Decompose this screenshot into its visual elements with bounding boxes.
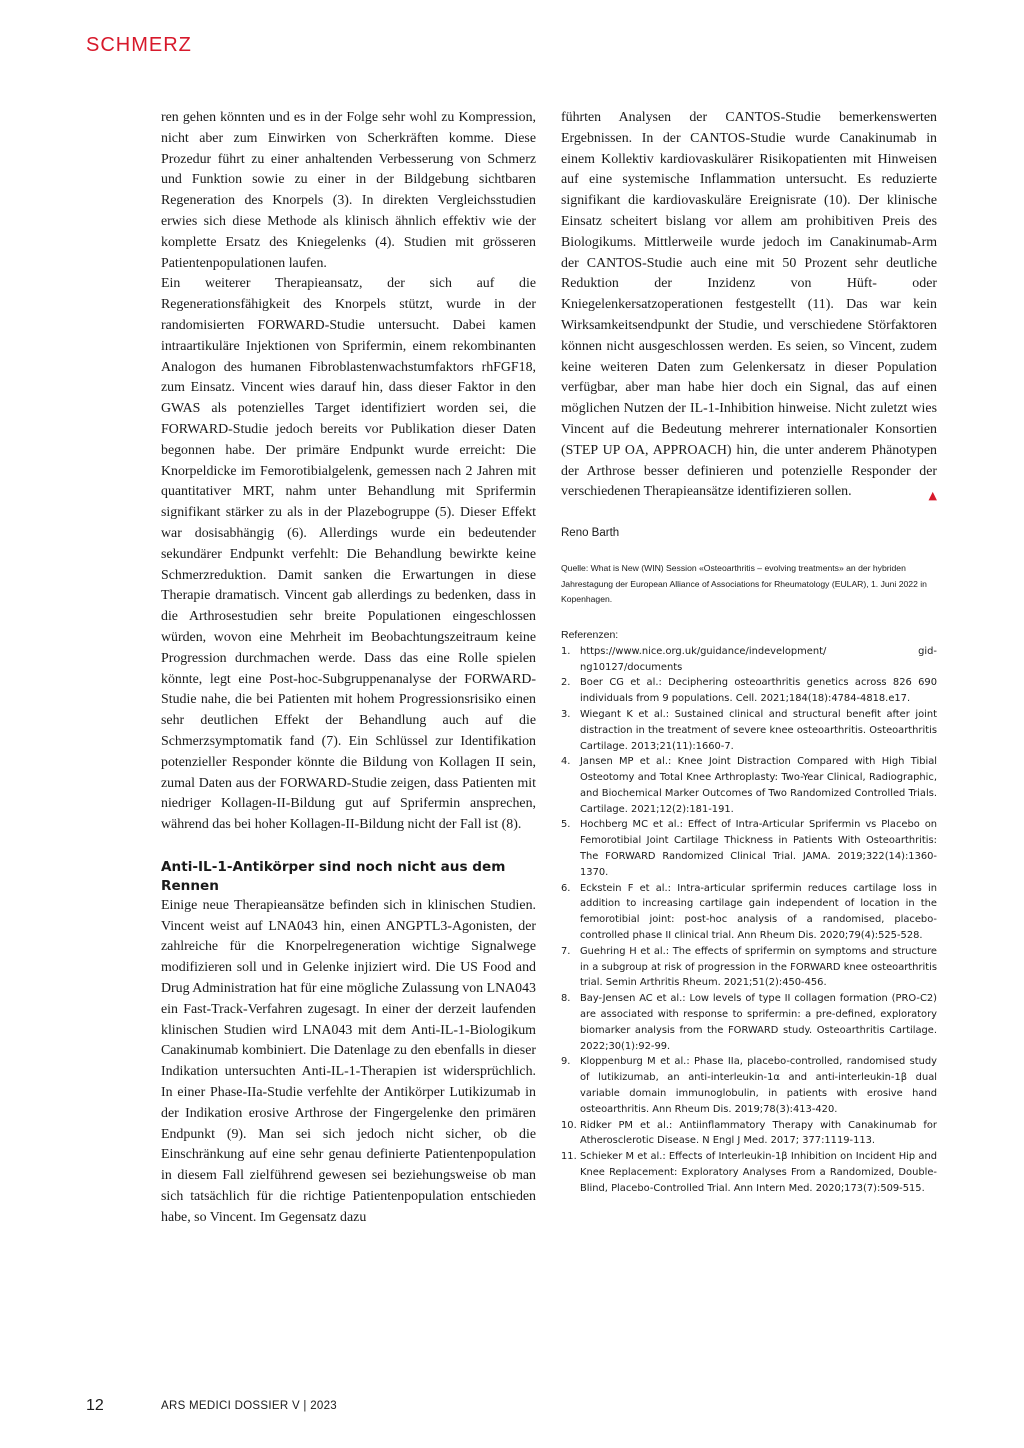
reference-item xyxy=(561,991,937,1054)
reference-number: 4. xyxy=(561,756,571,768)
reference-text: Ridker PM et al.: Antiinflammatory Therapy with Canakinumab for Atherosclerotic Disease. N Engl J Med. 2017; 377:1119-113. xyxy=(580,1119,937,1147)
references-list xyxy=(561,644,937,1197)
reference-text: Hochberg MC et al.: Effect of Intra-Articular Sprifermin vs Placebo on Femorotibial Joint Cartilage Thickness in Patients With Osteoarthritis: The FORWARD Randomized Clinical Trial. JAMA. 2019;322(14):1360-1370. xyxy=(580,819,937,878)
body-text: führten Analysen der CANTOS-Studie bemerkenswerten Ergebnissen. In der CANTOS-Studie wurde Canakinumab in einem Kollektiv kardiovaskulärer Risikopatienten mit Hinweisen auf eine systemische Inflammation untersucht. Es reduzierte signifikant die kardiovaskuläre Ereignisrate (10). Der klinische Einsatz scheitert bislang vor allem am prohibitiven Preis des Biologikums. Mittlerweile wurde jedoch im Canakinumab-Arm der CANTOS-Studie auch eine mit 50 Prozent sehr deutliche Reduktion der Inzidenz von Hüft- oder Kniegelenkersatzoperationen festgestellt (11). Das war kein Wirksamkeitsendpunkt der Studie, und verschiedene Störfaktoren können nicht ausgeschlossen werden. Es seien, so Vincent, zudem keine weiteren Daten zum Gelenkersatz in dieser Population verfügbar, aber man habe hier doch ein Signal, das auf einen möglichen Nutzen der IL-1-Inhibition hinweise. Nicht zuletzt wies Vincent auf die Bedeutung mehrerer internationaler Konsortien (STEP UP OA, APPROACH) hin, die unter anderem Phänotypen der Arthrose besser definieren und potenzielle Responder der verschiedenen Therapieansätze identifizieren sollen. xyxy=(561,110,937,500)
reference-text: Kloppenburg M et al.: Phase IIa, placebo-controlled, randomised study of lutikizumab, an anti-interleukin-1α and anti-interleukin-1β dual variable domain immunoglobulin, in patients with erosive hand osteoarthritis. Ann Rheum Dis. 2019;78(3):413-420. xyxy=(580,1056,937,1115)
left-column xyxy=(161,108,536,1229)
reference-text: Wiegant K et al.: Sustained clinical and structural benefit after joint distraction in the treatment of severe knee osteoarthritis. Osteoarthritis Cartilage. 2013;21(11):1660-7. xyxy=(580,708,937,752)
body-paragraph: ren gehen könnten und es in der Folge sehr wohl zu Kompression, nicht aber zum Einwirken von Scherkräften komme. Diese Prozedur führt zu einer anhaltenden Verbesserung von Schmerz und Funktion sowie zu einer in der Bildgebung sichtbaren Regeneration des Knorpels (3). In direkten Vergleichsstudien erwies sich diese Methode als klinisch ähnlich effektiv wie der komplette Ersatz des Kniegelenks (4). Studien mit grösseren Patientenpopulationen laufen. xyxy=(161,110,536,271)
reference-number: 7. xyxy=(561,945,571,957)
reference-number: 9. xyxy=(561,1056,571,1068)
reference-item xyxy=(561,944,937,991)
journal-name: ARS MEDICI DOSSIER V | 2023 xyxy=(161,1400,337,1412)
reference-item xyxy=(561,1054,937,1117)
reference-text: Jansen MP et al.: Knee Joint Distraction Compared with High Tibial Osteotomy and Total Knee Arthroplasty: Two-Year Clinical, Radiographic, and Biochemical Marker Outcomes of Two Randomized Controlled Trials. Cartilage. 2021;12(2):181-191. xyxy=(580,756,937,815)
section-label: SCHMERZ xyxy=(86,34,192,56)
reference-number: 1. xyxy=(561,645,571,657)
reference-item xyxy=(561,754,937,817)
reference-text: Bay-Jensen AC et al.: Low levels of type II collagen formation (PRO-C2) are associated with response to sprifermin: a pre-defined, exploratory biomarker analysis from the FORWARD study. Osteoarthritis Cartilage. 2022;30(1):92-99. xyxy=(580,993,937,1052)
reference-number: 10. xyxy=(561,1119,577,1131)
reference-item xyxy=(561,1149,937,1196)
source-note: Quelle: What is New (WIN) Session «Osteoarthritis – evolving treatments» an der hybriden Jahrestagung der European Alliance of Associations for Rheumatology (EULAR), 1. Juni 2022 in Kopenhagen. xyxy=(561,563,927,605)
end-of-article-mark: ▲ xyxy=(928,489,937,503)
right-column xyxy=(561,108,937,1197)
references-title: Referenzen: xyxy=(561,628,619,641)
reference-item xyxy=(561,675,937,707)
reference-number: 5. xyxy=(561,819,571,831)
reference-item xyxy=(561,881,937,944)
reference-number: 3. xyxy=(561,708,571,720)
author-name: Reno Barth xyxy=(561,527,620,540)
reference-number: 6. xyxy=(561,882,571,894)
reference-number: 2. xyxy=(561,677,571,689)
reference-text: https://www.nice.org.uk/guidance/indevelopment/ gid-ng10127/documents xyxy=(580,645,937,673)
reference-text: Boer CG et al.: Deciphering osteoarthritis genetics across 826 690 individuals from 9 populations. Cell. 2021;184(18):4784-4818.e17. xyxy=(580,677,937,705)
reference-number: 11. xyxy=(561,1151,577,1163)
page-number: 12 xyxy=(86,1397,104,1414)
body-paragraph: Einige neue Therapieansätze befinden sich in klinischen Studien. Vincent weist auf LNA043 hin, einen ANGPTL3-Agonisten, der zahlreiche für die Knorpelregeneration wichtige Signalwege modifizieren soll und in Gelenke injiziert wird. Die US Food and Drug Administration hat für eine mögliche Zulassung von LNA043 ein Fast-Track-Verfahren zugesagt. In einer der derzeit laufenden klinischen Studien wird LNA043 mit dem Anti-IL-1-Biologikum Canakinumab kombiniert. Die Datenlage zu den ebenfalls in dieser Indikation untersuchten Anti-IL-1-Therapien ist widersprüchlich. In einer Phase-IIa-Studie verfehlte der Antikörper Lutikizumab in der Indikation erosive Arthrose der Fingergelenke den primären Endpunkt (9). Man sei sich jedoch nicht sicher, ob die Einschränkung auf eine sehr genau definierte Patientenpopulation in diesem Fall zielführend gewesen sei beziehungsweise ob man sich tatsächlich für die richtige Patientenpopulation entschieden habe, so Vincent. Im Gegensatz dazu xyxy=(161,897,536,1225)
reference-text: Guehring H et al.: The effects of sprifermin on symptoms and structure in a subgroup at risk of progression in the FORWARD knee osteoarthritis trial. Semin Arthritis Rheum. 2021;51(2):450-456. xyxy=(580,945,937,989)
body-paragraph: Ein weiterer Therapieansatz, der sich auf die Regenerationsfähigkeit des Knorpels stützt, wurde in der randomisierten FORWARD-Studie untersucht. Dabei kamen intraartikuläre Injektionen von Sprifermin, einem rekombinanten Analogon des humanen Fibroblastenwachstumfaktors rhFGF18, zum Einsatz. Vincent wies darauf hin, dass dieser Faktor in den GWAS als potenzielles Target identifiziert worden sei, die FORWARD-Studie jedoch bereits vor Publikation dieser Daten begonnen habe. Der primäre Endpunkt wurde erreicht: Die Knorpeldicke im Femorotibialgelenk, gemessen nach 2 Jahren mit quantitativer MRT, nahm unter Behandlung mit Sprifermin signifikant stärker zu als in der Plazebogruppe (5). Dieser Effekt war dosisabhängig (6). Allerdings wurde ein bedeutender sekundärer Endpunkt verfehlt: Die Behandlung bewirkte keine Schmerzreduktion. Damit sanken die Erwartungen in diese Therapie dramatisch. Vincent gab allerdings zu bedenken, dass in die Arthrosestudien sehr breite Populationen eingeschlossen würden, wovon eine Mehrheit im Beobachtungszeitraum keine Progression durchmachen werde. Dass das eine Rolle spielen könnte, legt eine Post-hoc-Subgruppenanalyse der FORWARD-Studie nahe, die bei Patienten mit hohem Progressionsrisiko einen sehr deutlichen Effekt der Behandlung auch auf die Schmerzsymptomatik fand (7). Ein Schlüssel zur Identifikation potenzieller Responder könnte die Bildung von Kollagen II sein, zumal Daten aus der FORWARD-Studie zeigen, dass Patienten mit niedriger Kollagen-II-Bildung gut auf Sprifermin ansprechen, während das bei hoher Kollagen-II-Bildung nicht der Fall ist (8). xyxy=(161,276,536,833)
reference-item xyxy=(561,817,937,880)
body-paragraph xyxy=(561,108,937,503)
reference-text: Eckstein F et al.: Intra-articular sprifermin reduces cartilage loss in addition to increasing cartilage gain independent of location in the femorotibial joint: post-hoc analysis of a randomised, placebo-controlled phase II clinical trial. Ann Rheum Dis. 2020;79(4):525-528. xyxy=(580,882,937,942)
section-heading: Anti-IL-1-Antikörper sind noch nicht aus dem Rennen xyxy=(161,858,506,894)
reference-item xyxy=(561,1118,937,1150)
reference-text: Schieker M et al.: Effects of Interleukin-1β Inhibition on Incident Hip and Knee Replacement: Exploratory Analyses From a Randomized, Double-Blind, Placebo-Controlled Trial. Ann Intern Med. 2020;173(7):509-515. xyxy=(580,1151,937,1194)
reference-item xyxy=(561,644,937,676)
reference-item xyxy=(561,707,937,754)
reference-number: 8. xyxy=(561,993,571,1005)
